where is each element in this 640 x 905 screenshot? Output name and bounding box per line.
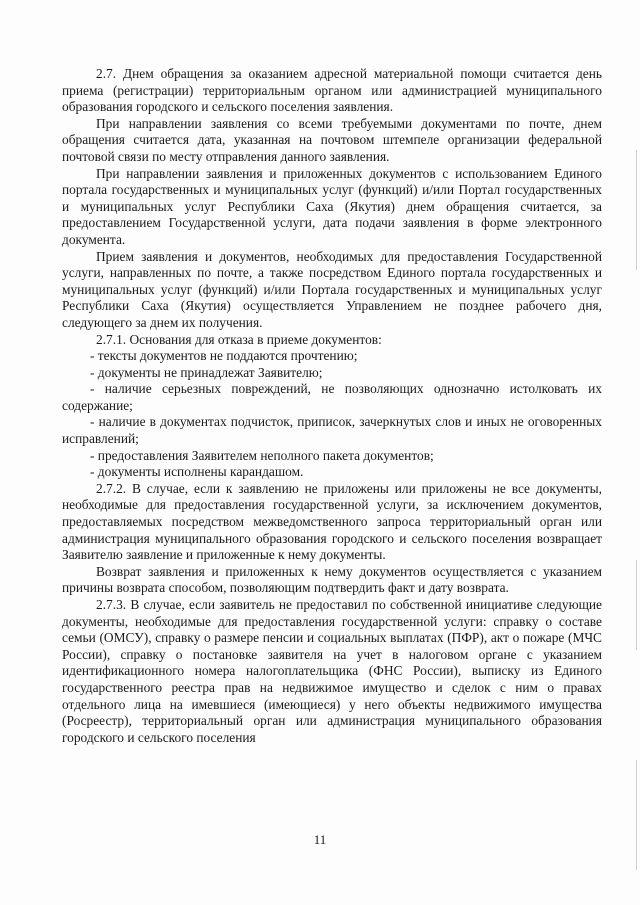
- paragraph-postal: При направлении заявления со всеми требуемыми документами по почте, днем обращения считается дата, указанная на почтовом штемпеле организации федеральной почтовой связи по месту отправления данного заявления.: [62, 115, 602, 164]
- list-item: - тексты документов не поддаются прочтению;: [90, 348, 358, 364]
- list-item: - наличие серьезных повреждений, не позволяющих однозначно истолковать их содержание;: [62, 381, 602, 413]
- paragraph-2-7-2: 2.7.2. В случае, если к заявлению не приложены или приложены не все документы, необходимые для предоставления государственной услуги, за исключением документов, предоставляемых посредством межведомственного запроса территориальный орган или администрация муниципального образования городского и сельского поселения возвращает Заявителю заявление и приложенные к нему документы.: [62, 480, 602, 563]
- scan-edge-mark: [636, 150, 637, 270]
- scan-edge-mark: [636, 560, 637, 650]
- page-number: 11: [313, 832, 327, 847]
- list-item: - наличие в документах подчисток, приписок, зачеркнутых слов и иных не оговоренных исправлений;: [62, 414, 602, 447]
- paragraph-2-7: 2.7. Днем обращения за оказанием адресной материальной помощи считается день приема (регистрации) территориальным органом или администрацией муниципального образования городского и сельского поселения заявления.: [62, 66, 602, 115]
- list-item: - предоставления Заявителем неполного пакета документов;: [90, 447, 434, 463]
- paragraph-2-7-3: 2.7.3. В случае, если заявитель не предоставил по собственной инициативе следующие документы, необходимые для предоставления государственной услуги: справку о составе семьи (ОМСУ), справку о размере пенсии и социальных выплатах (ПФР), акт о пожаре (МЧС России), справку о постановке заявителя на учет в налоговом органе с указанием идентификационного номера налогоплательщика (ФНС России), выписку из Единого государственного реестра прав на недвижимое имущество и сделок с ним о правах отдельного лица на имевшиеся (имеющиеся) у него объекты недвижимого имущества (Росреестр), территориальный орган или администрация муниципального образования городского и сельского поселения: [62, 597, 602, 745]
- scan-edge-mark: [636, 760, 637, 870]
- list-item: - документы исполнены карандашом.: [90, 464, 304, 480]
- paragraph-return: Возврат заявления и приложенных к нему документов осуществляется с указанием причины возврата способом, позволяющим подтвердить факт и дату возврата.: [62, 563, 602, 596]
- list-item: - документы не принадлежат Заявителю;: [90, 364, 323, 380]
- paragraph-portal: При направлении заявления и приложенных документов с использованием Единого портала государственных и муниципальных услуг (функций) и/или Портал государственных и муниципальных услуг Республики Саха (Якутия) днем обращения считается, за предоставлением Государственной услуги, дата подачи заявления в форме электронного документа.: [62, 165, 602, 247]
- paragraph-reception: Прием заявления и документов, необходимых для предоставления Государственной услуги, направленных по почте, а также посредством Единого портала государственных и муниципальных услуг (функций) и/или Портала государственных и муниципальных услуг Республики Саха (Якутия) осуществляется Управлением не позднее рабочего дня, следующего за днем их получения.: [62, 248, 602, 330]
- paragraph-2-7-1: 2.7.1. Основания для отказа в приеме документов:: [96, 331, 382, 347]
- document-body: [62, 66, 602, 746]
